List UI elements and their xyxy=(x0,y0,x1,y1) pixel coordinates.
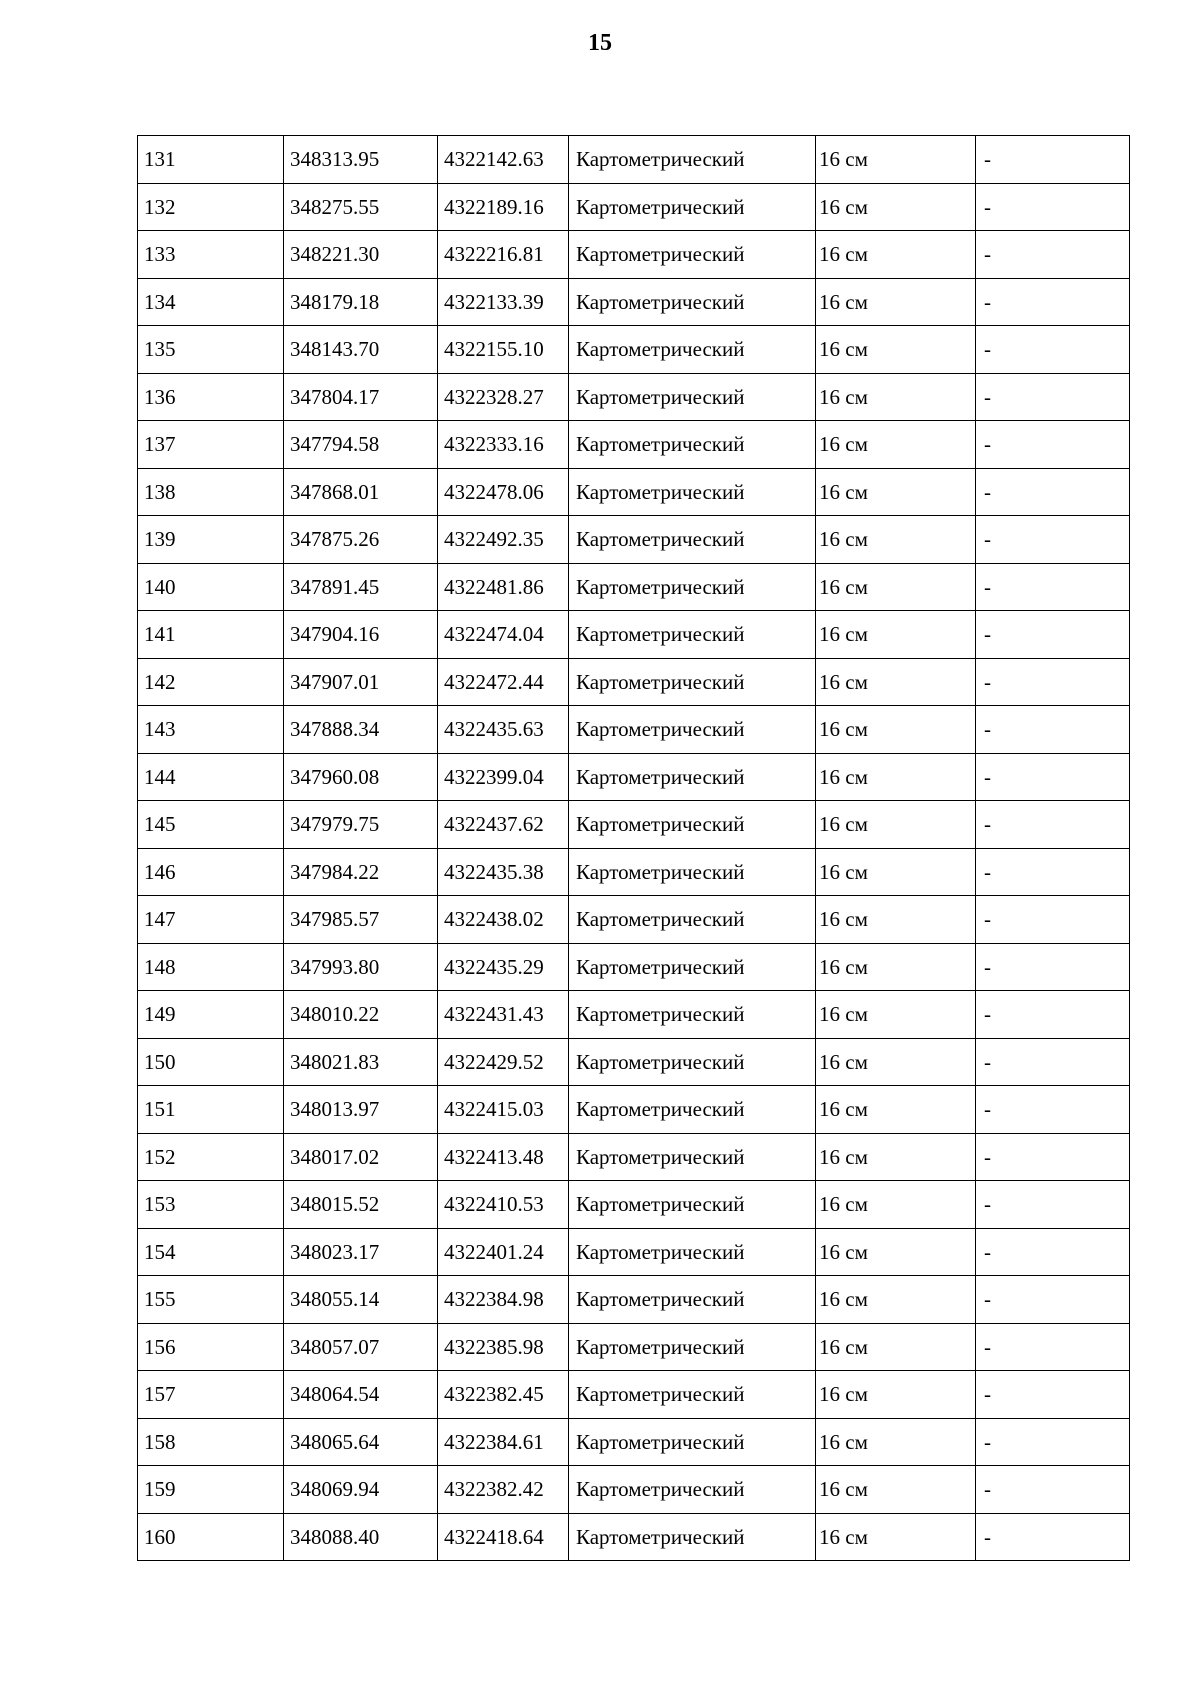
point-number-cell: 132 xyxy=(138,183,284,231)
x-coordinate-cell: 347868.01 xyxy=(284,468,438,516)
y-coordinate-cell: 4322413.48 xyxy=(438,1133,569,1181)
precision-cell: 16 см xyxy=(816,706,976,754)
x-coordinate-cell: 347960.08 xyxy=(284,753,438,801)
x-coordinate-cell: 347794.58 xyxy=(284,421,438,469)
y-coordinate-cell: 4322435.63 xyxy=(438,706,569,754)
y-coordinate-cell: 4322189.16 xyxy=(438,183,569,231)
y-coordinate-cell: 4322474.04 xyxy=(438,611,569,659)
note-cell: - xyxy=(976,1276,1130,1324)
method-cell: Картометрический xyxy=(569,1181,816,1229)
precision-cell: 16 см xyxy=(816,136,976,184)
y-coordinate-cell: 4322133.39 xyxy=(438,278,569,326)
x-coordinate-cell: 348275.55 xyxy=(284,183,438,231)
y-coordinate-cell: 4322415.03 xyxy=(438,1086,569,1134)
point-number-cell: 153 xyxy=(138,1181,284,1229)
point-number-cell: 148 xyxy=(138,943,284,991)
precision-cell: 16 см xyxy=(816,896,976,944)
y-coordinate-cell: 4322429.52 xyxy=(438,1038,569,1086)
method-cell: Картометрический xyxy=(569,706,816,754)
note-cell: - xyxy=(976,1086,1130,1134)
table-row xyxy=(138,183,1130,231)
method-cell: Картометрический xyxy=(569,563,816,611)
method-cell: Картометрический xyxy=(569,991,816,1039)
method-cell: Картометрический xyxy=(569,1323,816,1371)
precision-cell: 16 см xyxy=(816,421,976,469)
method-cell: Картометрический xyxy=(569,848,816,896)
point-number-cell: 146 xyxy=(138,848,284,896)
point-number-cell: 137 xyxy=(138,421,284,469)
method-cell: Картометрический xyxy=(569,1086,816,1134)
point-number-cell: 144 xyxy=(138,753,284,801)
method-cell: Картометрический xyxy=(569,468,816,516)
y-coordinate-cell: 4322382.42 xyxy=(438,1466,569,1514)
method-cell: Картометрический xyxy=(569,421,816,469)
precision-cell: 16 см xyxy=(816,1276,976,1324)
point-number-cell: 133 xyxy=(138,231,284,279)
y-coordinate-cell: 4322435.38 xyxy=(438,848,569,896)
precision-cell: 16 см xyxy=(816,1466,976,1514)
precision-cell: 16 см xyxy=(816,801,976,849)
table-row xyxy=(138,1418,1130,1466)
point-number-cell: 135 xyxy=(138,326,284,374)
precision-cell: 16 см xyxy=(816,1228,976,1276)
method-cell: Картометрический xyxy=(569,136,816,184)
method-cell: Картометрический xyxy=(569,326,816,374)
point-number-cell: 142 xyxy=(138,658,284,706)
x-coordinate-cell: 348143.70 xyxy=(284,326,438,374)
y-coordinate-cell: 4322384.98 xyxy=(438,1276,569,1324)
point-number-cell: 149 xyxy=(138,991,284,1039)
point-number-cell: 136 xyxy=(138,373,284,421)
method-cell: Картометрический xyxy=(569,516,816,564)
precision-cell: 16 см xyxy=(816,1513,976,1561)
method-cell: Картометрический xyxy=(569,231,816,279)
precision-cell: 16 см xyxy=(816,1418,976,1466)
precision-cell: 16 см xyxy=(816,1133,976,1181)
method-cell: Картометрический xyxy=(569,1228,816,1276)
table-row xyxy=(138,801,1130,849)
x-coordinate-cell: 348065.64 xyxy=(284,1418,438,1466)
note-cell: - xyxy=(976,848,1130,896)
method-cell: Картометрический xyxy=(569,1038,816,1086)
y-coordinate-cell: 4322142.63 xyxy=(438,136,569,184)
note-cell: - xyxy=(976,1228,1130,1276)
note-cell: - xyxy=(976,136,1130,184)
y-coordinate-cell: 4322472.44 xyxy=(438,658,569,706)
precision-cell: 16 см xyxy=(816,326,976,374)
note-cell: - xyxy=(976,468,1130,516)
y-coordinate-cell: 4322431.43 xyxy=(438,991,569,1039)
table-row xyxy=(138,1038,1130,1086)
point-number-cell: 134 xyxy=(138,278,284,326)
table-row xyxy=(138,1086,1130,1134)
y-coordinate-cell: 4322155.10 xyxy=(438,326,569,374)
x-coordinate-cell: 348021.83 xyxy=(284,1038,438,1086)
x-coordinate-cell: 348057.07 xyxy=(284,1323,438,1371)
y-coordinate-cell: 4322333.16 xyxy=(438,421,569,469)
precision-cell: 16 см xyxy=(816,753,976,801)
precision-cell: 16 см xyxy=(816,1086,976,1134)
precision-cell: 16 см xyxy=(816,373,976,421)
precision-cell: 16 см xyxy=(816,658,976,706)
method-cell: Картометрический xyxy=(569,896,816,944)
precision-cell: 16 см xyxy=(816,1181,976,1229)
method-cell: Картометрический xyxy=(569,373,816,421)
table-row xyxy=(138,1466,1130,1514)
x-coordinate-cell: 348179.18 xyxy=(284,278,438,326)
table-row xyxy=(138,943,1130,991)
x-coordinate-cell: 347979.75 xyxy=(284,801,438,849)
point-number-cell: 160 xyxy=(138,1513,284,1561)
coordinates-table-body xyxy=(138,136,1130,1561)
method-cell: Картометрический xyxy=(569,1133,816,1181)
note-cell: - xyxy=(976,278,1130,326)
note-cell: - xyxy=(976,516,1130,564)
table-row xyxy=(138,136,1130,184)
y-coordinate-cell: 4322410.53 xyxy=(438,1181,569,1229)
point-number-cell: 143 xyxy=(138,706,284,754)
y-coordinate-cell: 4322385.98 xyxy=(438,1323,569,1371)
table-row xyxy=(138,1513,1130,1561)
note-cell: - xyxy=(976,1466,1130,1514)
point-number-cell: 156 xyxy=(138,1323,284,1371)
note-cell: - xyxy=(976,1513,1130,1561)
table-row xyxy=(138,991,1130,1039)
y-coordinate-cell: 4322492.35 xyxy=(438,516,569,564)
point-number-cell: 159 xyxy=(138,1466,284,1514)
note-cell: - xyxy=(976,373,1130,421)
y-coordinate-cell: 4322478.06 xyxy=(438,468,569,516)
x-coordinate-cell: 347985.57 xyxy=(284,896,438,944)
method-cell: Картометрический xyxy=(569,1418,816,1466)
note-cell: - xyxy=(976,1181,1130,1229)
note-cell: - xyxy=(976,658,1130,706)
method-cell: Картометрический xyxy=(569,1371,816,1419)
x-coordinate-cell: 348088.40 xyxy=(284,1513,438,1561)
table-row xyxy=(138,1228,1130,1276)
precision-cell: 16 см xyxy=(816,1038,976,1086)
method-cell: Картометрический xyxy=(569,611,816,659)
y-coordinate-cell: 4322328.27 xyxy=(438,373,569,421)
table-row xyxy=(138,373,1130,421)
table-row xyxy=(138,848,1130,896)
y-coordinate-cell: 4322437.62 xyxy=(438,801,569,849)
precision-cell: 16 см xyxy=(816,991,976,1039)
x-coordinate-cell: 348017.02 xyxy=(284,1133,438,1181)
coordinates-table xyxy=(137,135,1130,1561)
precision-cell: 16 см xyxy=(816,1371,976,1419)
note-cell: - xyxy=(976,326,1130,374)
point-number-cell: 155 xyxy=(138,1276,284,1324)
note-cell: - xyxy=(976,896,1130,944)
y-coordinate-cell: 4322399.04 xyxy=(438,753,569,801)
x-coordinate-cell: 347891.45 xyxy=(284,563,438,611)
point-number-cell: 141 xyxy=(138,611,284,659)
table-row xyxy=(138,1276,1130,1324)
page-number: 15 xyxy=(588,30,612,56)
x-coordinate-cell: 348023.17 xyxy=(284,1228,438,1276)
y-coordinate-cell: 4322384.61 xyxy=(438,1418,569,1466)
point-number-cell: 152 xyxy=(138,1133,284,1181)
y-coordinate-cell: 4322401.24 xyxy=(438,1228,569,1276)
note-cell: - xyxy=(976,1418,1130,1466)
point-number-cell: 147 xyxy=(138,896,284,944)
y-coordinate-cell: 4322382.45 xyxy=(438,1371,569,1419)
x-coordinate-cell: 348010.22 xyxy=(284,991,438,1039)
table-row xyxy=(138,1323,1130,1371)
note-cell: - xyxy=(976,753,1130,801)
point-number-cell: 151 xyxy=(138,1086,284,1134)
method-cell: Картометрический xyxy=(569,658,816,706)
x-coordinate-cell: 347993.80 xyxy=(284,943,438,991)
table-row xyxy=(138,1181,1130,1229)
x-coordinate-cell: 348064.54 xyxy=(284,1371,438,1419)
table-row xyxy=(138,231,1130,279)
point-number-cell: 154 xyxy=(138,1228,284,1276)
x-coordinate-cell: 347984.22 xyxy=(284,848,438,896)
method-cell: Картометрический xyxy=(569,1466,816,1514)
table-row xyxy=(138,563,1130,611)
x-coordinate-cell: 348069.94 xyxy=(284,1466,438,1514)
point-number-cell: 150 xyxy=(138,1038,284,1086)
note-cell: - xyxy=(976,611,1130,659)
method-cell: Картометрический xyxy=(569,801,816,849)
note-cell: - xyxy=(976,183,1130,231)
x-coordinate-cell: 347875.26 xyxy=(284,516,438,564)
table-row xyxy=(138,611,1130,659)
x-coordinate-cell: 347904.16 xyxy=(284,611,438,659)
table-row xyxy=(138,278,1130,326)
point-number-cell: 139 xyxy=(138,516,284,564)
note-cell: - xyxy=(976,801,1130,849)
table-row xyxy=(138,658,1130,706)
y-coordinate-cell: 4322481.86 xyxy=(438,563,569,611)
table-row xyxy=(138,1133,1130,1181)
table-row xyxy=(138,326,1130,374)
precision-cell: 16 см xyxy=(816,231,976,279)
precision-cell: 16 см xyxy=(816,611,976,659)
precision-cell: 16 см xyxy=(816,563,976,611)
precision-cell: 16 см xyxy=(816,183,976,231)
y-coordinate-cell: 4322216.81 xyxy=(438,231,569,279)
point-number-cell: 140 xyxy=(138,563,284,611)
x-coordinate-cell: 348015.52 xyxy=(284,1181,438,1229)
x-coordinate-cell: 348221.30 xyxy=(284,231,438,279)
method-cell: Картометрический xyxy=(569,753,816,801)
precision-cell: 16 см xyxy=(816,848,976,896)
table-row xyxy=(138,753,1130,801)
table-row xyxy=(138,421,1130,469)
point-number-cell: 158 xyxy=(138,1418,284,1466)
method-cell: Картометрический xyxy=(569,183,816,231)
x-coordinate-cell: 348313.95 xyxy=(284,136,438,184)
note-cell: - xyxy=(976,1323,1130,1371)
method-cell: Картометрический xyxy=(569,943,816,991)
note-cell: - xyxy=(976,563,1130,611)
y-coordinate-cell: 4322438.02 xyxy=(438,896,569,944)
point-number-cell: 131 xyxy=(138,136,284,184)
note-cell: - xyxy=(976,991,1130,1039)
table-row xyxy=(138,706,1130,754)
table-row xyxy=(138,896,1130,944)
method-cell: Картометрический xyxy=(569,1276,816,1324)
note-cell: - xyxy=(976,1133,1130,1181)
point-number-cell: 157 xyxy=(138,1371,284,1419)
point-number-cell: 138 xyxy=(138,468,284,516)
y-coordinate-cell: 4322418.64 xyxy=(438,1513,569,1561)
method-cell: Картометрический xyxy=(569,1513,816,1561)
x-coordinate-cell: 347804.17 xyxy=(284,373,438,421)
note-cell: - xyxy=(976,231,1130,279)
precision-cell: 16 см xyxy=(816,516,976,564)
method-cell: Картометрический xyxy=(569,278,816,326)
point-number-cell: 145 xyxy=(138,801,284,849)
note-cell: - xyxy=(976,706,1130,754)
precision-cell: 16 см xyxy=(816,943,976,991)
x-coordinate-cell: 348055.14 xyxy=(284,1276,438,1324)
note-cell: - xyxy=(976,1371,1130,1419)
note-cell: - xyxy=(976,421,1130,469)
note-cell: - xyxy=(976,943,1130,991)
precision-cell: 16 см xyxy=(816,1323,976,1371)
precision-cell: 16 см xyxy=(816,468,976,516)
x-coordinate-cell: 348013.97 xyxy=(284,1086,438,1134)
x-coordinate-cell: 347907.01 xyxy=(284,658,438,706)
precision-cell: 16 см xyxy=(816,278,976,326)
y-coordinate-cell: 4322435.29 xyxy=(438,943,569,991)
note-cell: - xyxy=(976,1038,1130,1086)
table-row xyxy=(138,468,1130,516)
table-row xyxy=(138,1371,1130,1419)
table-row xyxy=(138,516,1130,564)
x-coordinate-cell: 347888.34 xyxy=(284,706,438,754)
